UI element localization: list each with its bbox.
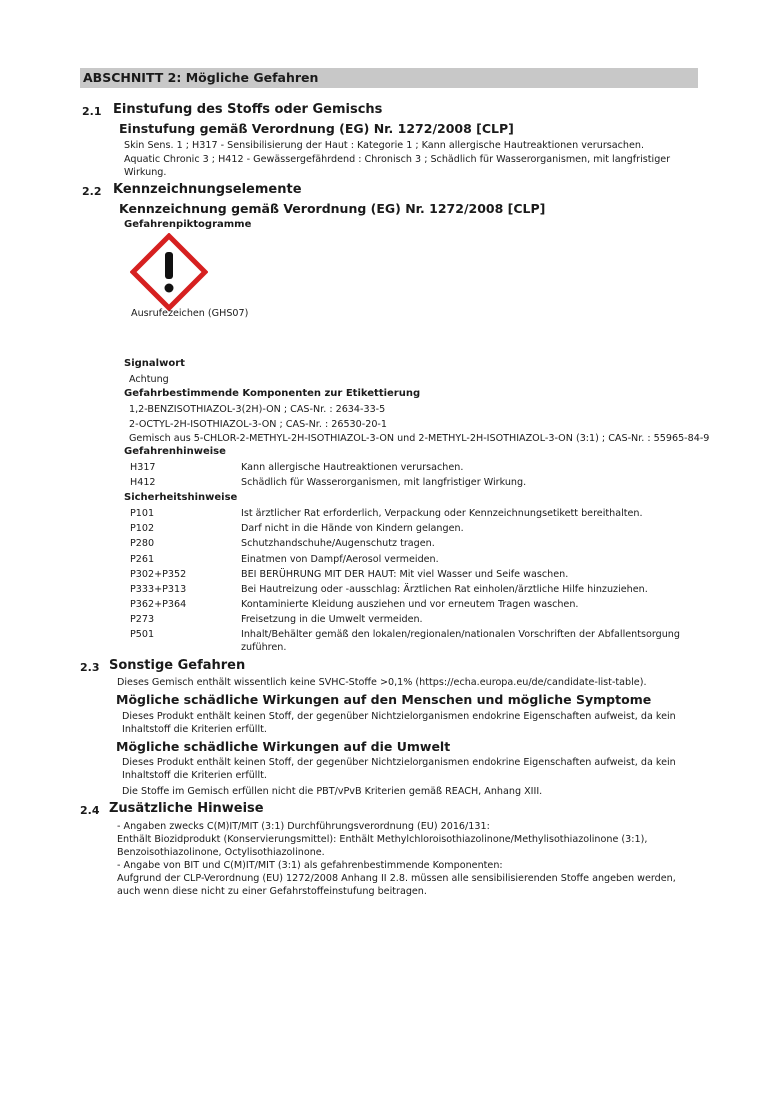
- hazard-code: H317: [130, 462, 156, 473]
- section-2-4-title: Zusätzliche Hinweise: [109, 801, 264, 816]
- precaution-text: Kontaminierte Kleidung ausziehen und vor erneutem Tragen waschen.: [241, 599, 579, 610]
- hazard-statements-heading: Gefahrenhinweise: [124, 446, 226, 457]
- classification-line-1: Skin Sens. 1 ; H317 - Sensibilisierung der Haut : Kategorie 1 ; Kann allergische Hautreaktionen verursachen.: [124, 140, 645, 151]
- component-item: 2-OCTYL-2H-ISOTHIAZOL-3-ON ; CAS-Nr. : 26530-20-1: [129, 419, 388, 430]
- additional-info-line: Benzoisothiazolinone, Octylisothiazolinone.: [117, 847, 325, 858]
- environment-effects-text: Dieses Produkt enthält keinen Stoff, der gegenüber Nichtzielorganismen endokrine Eigenschaften aufweist, da kein Inhaltstoff die Kriterien erfüllt.: [122, 757, 676, 781]
- human-effects-heading: Mögliche schädliche Wirkungen auf den Menschen und mögliche Symptome: [116, 692, 652, 707]
- additional-info-line: Enthält Biozidprodukt (Konservierungsmittel): Enthält Methylchloroisothiazolinone/Methylisothiazolinone (3:1),: [117, 834, 648, 845]
- precaution-text: Schutzhandschuhe/Augenschutz tragen.: [241, 538, 435, 549]
- precautionary-statements-heading: Sicherheitshinweise: [124, 492, 238, 503]
- precaution-text: BEI BERÜHRUNG MIT DER HAUT: Mit viel Wasser und Seife waschen.: [241, 569, 569, 580]
- pbt-statement: Die Stoffe im Gemisch erfüllen nicht die PBT/vPvB Kriterien gemäß REACH, Anhang XIII.: [122, 786, 543, 797]
- precaution-text: Darf nicht in die Hände von Kindern gelangen.: [241, 523, 464, 534]
- section-2-2-subtitle: Kennzeichnung gemäß Verordnung (EG) Nr. 1272/2008 [CLP]: [119, 201, 546, 216]
- precaution-code: P501: [130, 629, 155, 640]
- precaution-code: P280: [130, 538, 155, 549]
- human-effects-text: Dieses Produkt enthält keinen Stoff, der gegenüber Nichtzielorganismen endokrine Eigenschaften aufweist, da kein Inhaltstoff die Kriterien erfüllt.: [122, 711, 676, 735]
- precaution-text: Ist ärztlicher Rat erforderlich, Verpackung oder Kennzeichnungsetikett bereithalten.: [241, 508, 643, 519]
- precaution-code: P102: [130, 523, 155, 534]
- section-2-3-title: Sonstige Gefahren: [109, 658, 246, 673]
- signal-word: Achtung: [129, 374, 169, 385]
- components-heading: Gefahrbestimmende Komponenten zur Etikettierung: [124, 388, 421, 399]
- section-2-1-number: 2.1: [82, 105, 102, 118]
- precaution-code: P101: [130, 508, 155, 519]
- section-2-2-number: 2.2: [82, 185, 102, 198]
- section-2-2-title: Kennzeichnungselemente: [113, 182, 302, 197]
- environment-effects-heading: Mögliche schädliche Wirkungen auf die Umwelt: [116, 739, 451, 754]
- svhc-statement: Dieses Gemisch enthält wissentlich keine SVHC-Stoffe >0,1% (https://echa.europa.eu/de/candidate-list-table).: [117, 677, 647, 688]
- ghs07-exclamation-icon: [130, 233, 208, 311]
- classification-line-3: Wirkung.: [124, 167, 167, 178]
- classification-line-2: Aquatic Chronic 3 ; H412 - Gewässergefährdend : Chronisch 3 ; Schädlich für Wasserorganismen, mit langfristiger: [124, 154, 671, 165]
- component-item: 1,2-BENZISOTHIAZOL-3(2H)-ON ; CAS-Nr. : 2634-33-5: [129, 404, 386, 415]
- precaution-code: P333+P313: [130, 584, 187, 595]
- hazard-text: Schädlich für Wasserorganismen, mit langfristiger Wirkung.: [241, 477, 527, 488]
- section-2-4-number: 2.4: [80, 804, 100, 817]
- precaution-code: P273: [130, 614, 155, 625]
- pictogram-caption: Ausrufezeichen (GHS07): [131, 308, 249, 319]
- additional-info-line: - Angaben zwecks C(M)IT/MIT (3:1) Durchführungsverordnung (EU) 2016/131:: [117, 821, 490, 832]
- precaution-code: P302+P352: [130, 569, 187, 580]
- precaution-code: P261: [130, 554, 155, 565]
- precaution-text: Einatmen von Dampf/Aerosol vermeiden.: [241, 554, 439, 565]
- section-header: ABSCHNITT 2: Mögliche Gefahren: [80, 68, 698, 88]
- section-2-3-number: 2.3: [80, 661, 100, 674]
- additional-info-line: auch wenn diese nicht zu einer Gefahrstoffeinstufung beitragen.: [117, 886, 427, 897]
- section-2-1-subtitle: Einstufung gemäß Verordnung (EG) Nr. 1272/2008 [CLP]: [119, 121, 514, 136]
- hazard-text: Kann allergische Hautreaktionen verursachen.: [241, 462, 464, 473]
- component-item: Gemisch aus 5-CHLOR-2-METHYL-2H-ISOTHIAZOL-3-ON und 2-METHYL-2H-ISOTHIAZOL-3-ON (3:1) ; CAS-Nr. : 55965-84-9: [129, 433, 710, 444]
- signal-word-heading: Signalwort: [124, 358, 185, 369]
- hazard-code: H412: [130, 477, 156, 488]
- precaution-text: Freisetzung in die Umwelt vermeiden.: [241, 614, 423, 625]
- precaution-text: Bei Hautreizung oder -ausschlag: Ärztlichen Rat einholen/ärztliche Hilfe hinzuziehen.: [241, 584, 648, 595]
- pictogram-heading: Gefahrenpiktogramme: [124, 219, 252, 230]
- precaution-code: P362+P364: [130, 599, 187, 610]
- section-2-1-title: Einstufung des Stoffs oder Gemischs: [113, 102, 383, 117]
- precaution-text: Inhalt/Behälter gemäß den lokalen/regionalen/nationalen Vorschriften der Abfallentsorgung zuführen.: [241, 629, 680, 653]
- additional-info-line: Aufgrund der CLP-Verordnung (EU) 1272/2008 Anhang II 2.8. müssen alle sensibilisierenden Stoffe angeben werden,: [117, 873, 676, 884]
- additional-info-line: - Angabe von BIT und C(M)IT/MIT (3:1) als gefahrenbestimmende Komponenten:: [117, 860, 503, 871]
